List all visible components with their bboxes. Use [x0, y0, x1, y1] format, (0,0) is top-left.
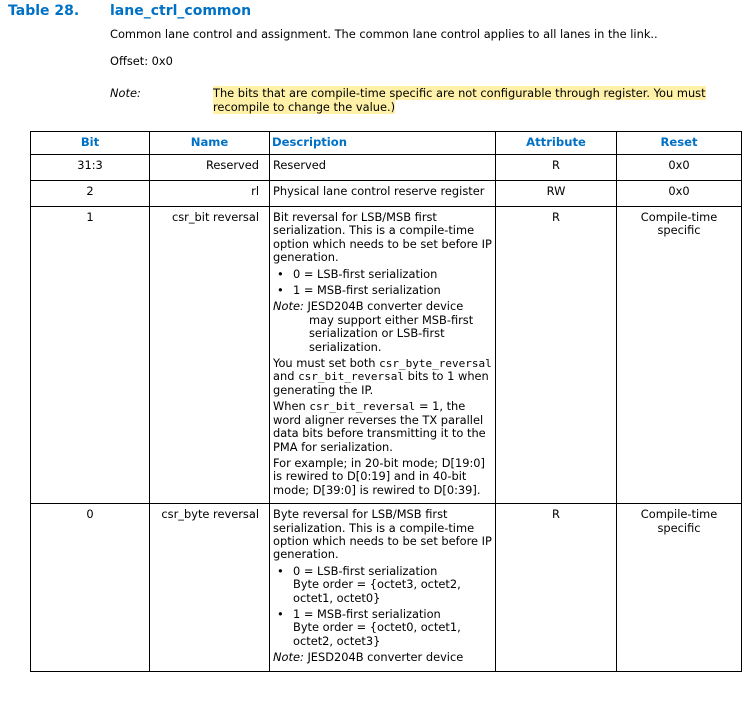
must-set-text	[273, 357, 492, 397]
bullet-subtext: Byte order = {octet0, octet1, octet2, octet3}	[293, 620, 461, 648]
table-row	[31, 504, 742, 671]
col-header-description: Description	[270, 132, 496, 155]
cell-reset: 0x0	[617, 155, 742, 181]
cell-note-label: Note:	[273, 299, 304, 314]
bullet-subtext: Byte order = {octet3, octet2, octet1, octet0}	[293, 577, 461, 605]
bullet-text: 0 = LSB-first serialization	[293, 266, 438, 281]
cell-reset: 0x0	[617, 181, 742, 207]
cell-bit: 1	[31, 207, 150, 504]
bullet-text: 1 = MSB-first serialization	[293, 606, 441, 621]
note-label: Note:	[110, 86, 141, 100]
cell-name: csr_bit reversal	[150, 207, 270, 504]
bullet-text: 1 = MSB-first serialization	[293, 283, 441, 298]
col-header-name: Name	[150, 132, 270, 155]
table-header-row	[31, 132, 742, 155]
cell-note-first: JESD204B converter device	[307, 299, 464, 314]
table-description: Common lane control and assignment. The common lane control applies to all lanes in the link..	[110, 27, 658, 41]
code-byte-reversal: csr_byte_reversal	[379, 357, 492, 371]
must-and: and	[273, 369, 295, 384]
cell-note-rest: may support either MSB-first serialization or LSB-first serialization.	[309, 312, 474, 354]
bullet-text: 0 = LSB-first serialization	[293, 563, 438, 578]
note-text	[213, 86, 723, 114]
cell-attribute: R	[496, 155, 617, 181]
code-bit-reversal: csr_bit_reversal	[309, 400, 416, 414]
cell-note-label: Note:	[273, 650, 304, 665]
cell-name: csr_byte reversal	[150, 504, 270, 671]
cell-name: Reserved	[150, 155, 270, 181]
bullet-icon: •	[277, 563, 284, 578]
cell-note-first: JESD204B converter device	[307, 650, 464, 665]
col-header-reset: Reset	[617, 132, 742, 155]
table-row	[31, 155, 742, 181]
cell-bit: 2	[31, 181, 150, 207]
bullet-item	[273, 565, 492, 578]
table-title: lane_ctrl_common	[110, 3, 252, 19]
bullet-item	[273, 284, 492, 297]
cell-description	[270, 207, 496, 504]
table-number: Table 28.	[8, 3, 80, 19]
when-post: = 1, the word aligner reverses the TX parallel data bits before transmitting it to the PMA for serialization.	[273, 399, 486, 454]
must-post: bits to 1 when generating the IP.	[273, 369, 489, 397]
cell-attribute: R	[496, 207, 617, 504]
register-table	[30, 131, 742, 672]
cell-reset: Compile-time specific	[617, 207, 742, 504]
cell-note	[273, 300, 492, 354]
col-header-attribute: Attribute	[496, 132, 617, 155]
cell-description	[270, 504, 496, 671]
desc-intro: Byte reversal for LSB/MSB first serialization. This is a compile-time option which needs to be set before IP generation.	[273, 507, 492, 562]
cell-attribute: R	[496, 504, 617, 671]
bullet-icon: •	[277, 606, 284, 621]
cell-attribute: RW	[496, 181, 617, 207]
desc-intro: Bit reversal for LSB/MSB first serialization. This is a compile-time option which needs to be set before IP generation.	[273, 210, 492, 265]
bullet-icon: •	[277, 283, 284, 298]
col-header-bit: Bit	[31, 132, 150, 155]
example-text: For example; in 20-bit mode; D[19:0] is rewired to D[0:19] and in 40-bit mode; D[39:0] is rewired to D[0:39].	[273, 455, 485, 497]
when-text	[273, 400, 492, 454]
bullet-icon: •	[277, 266, 284, 281]
cell-description: Reserved	[270, 155, 496, 181]
cell-bit: 31:3	[31, 155, 150, 181]
cell-reset: Compile-time specific	[617, 504, 742, 671]
table-row	[31, 181, 742, 207]
cell-description: Physical lane control reserve register	[270, 181, 496, 207]
cell-name: rl	[150, 181, 270, 207]
note-highlight: The bits that are compile-time specific are not configurable through register. You must recompile to change the value.)	[213, 86, 706, 114]
bullet-item	[273, 608, 492, 621]
register-offset: Offset: 0x0	[110, 54, 173, 68]
when-pre: When	[273, 399, 306, 414]
must-pre: You must set both	[273, 356, 376, 371]
bullet-item	[273, 268, 492, 281]
cell-note	[273, 651, 492, 664]
table-row	[31, 207, 742, 504]
cell-bit: 0	[31, 504, 150, 671]
code-bit-reversal: csr_bit_reversal	[298, 370, 405, 384]
